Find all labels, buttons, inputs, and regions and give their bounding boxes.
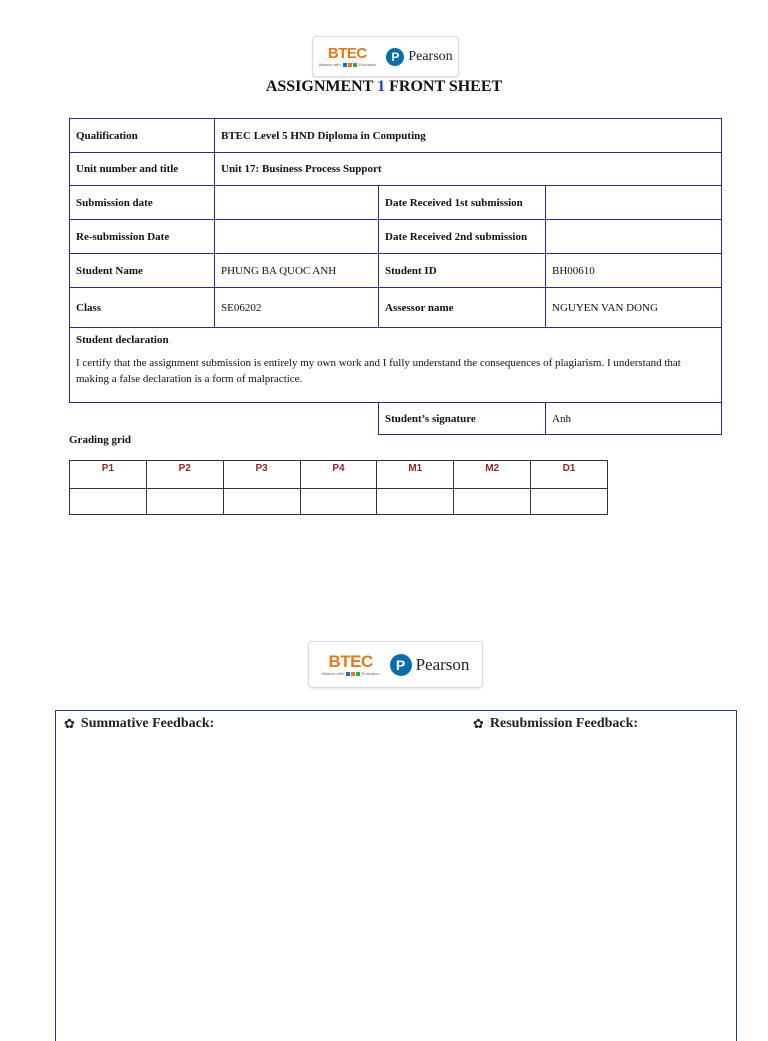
grading-grid [69, 460, 608, 515]
fpt-icon-2 [346, 672, 360, 676]
assignment-number: 1 [377, 78, 386, 95]
declaration-title: Student declaration [76, 334, 169, 346]
grade-header-d1: D1 [531, 461, 608, 489]
signature-label: Student’s signature [379, 403, 546, 435]
resubmission-date-value[interactable] [215, 220, 379, 254]
assessor-value: NGUYEN VAN DONG [546, 288, 722, 328]
submission-date-value[interactable] [215, 186, 379, 220]
btec-logo-sub-2: Alliance with Education [321, 671, 380, 676]
grade-cell-d1[interactable] [531, 489, 608, 515]
grade-header-p1: P1 [70, 461, 147, 489]
front-sheet-table [69, 118, 722, 435]
grade-cell-p2[interactable] [146, 489, 223, 515]
grade-header-p4: P4 [300, 461, 377, 489]
page-title: ASSIGNMENT 1 FRONT SHEET [265, 78, 503, 95]
pearson-icon: P [386, 48, 404, 66]
gear-icon: ✿ [473, 716, 484, 732]
btec-logo-text: BTEC [327, 45, 367, 62]
resubmission-date-label: Re-submission Date [70, 220, 215, 254]
grading-grid-label: Grading grid [69, 434, 132, 446]
logo-top [312, 36, 459, 77]
grade-cell-p1[interactable] [70, 489, 147, 515]
gear-icon: ✿ [64, 716, 75, 732]
resubmission-feedback-label: ✿ Resubmission Feedback: [473, 716, 639, 732]
btec-logo [318, 46, 376, 67]
pearson-logo-text: Pearson [408, 48, 453, 64]
received-2nd-value[interactable] [546, 220, 722, 254]
pearson-logo [386, 48, 452, 66]
grade-cell-p4[interactable] [300, 489, 377, 515]
unit-label: Unit number and title [70, 153, 215, 186]
grade-cell-m1[interactable] [377, 489, 454, 515]
class-value: SE06202 [215, 288, 379, 328]
qualification-value: BTEC Level 5 HND Diploma in Computing [215, 119, 722, 153]
btec-logo-sub: Alliance with Education [318, 62, 377, 67]
declaration-text: I certify that the assignment submission is entirely my own work and I fully understand the consequences of plagiarism. I understand that making a false declaration is a form of malpractice. [76, 357, 681, 385]
btec-logo-2 [322, 653, 380, 676]
signature-value: Anh [546, 403, 722, 435]
student-id-value: BH00610 [546, 254, 722, 288]
assessor-label: Assessor name [379, 288, 546, 328]
feedback-box[interactable] [55, 710, 737, 1041]
grade-header-p3: P3 [223, 461, 300, 489]
pearson-logo-text-2: Pearson [415, 654, 470, 674]
received-1st-value[interactable] [546, 186, 722, 220]
grade-header-m2: M2 [454, 461, 531, 489]
unit-value: Unit 17: Business Process Support [215, 153, 722, 186]
student-declaration [70, 328, 722, 403]
pearson-logo-2 [390, 654, 470, 676]
student-name-label: Student Name [70, 254, 215, 288]
summative-feedback-label: ✿ Summative Feedback: [64, 716, 215, 732]
grade-header-p2: P2 [146, 461, 223, 489]
class-label: Class [70, 288, 215, 328]
received-1st-label: Date Received 1st submission [379, 186, 546, 220]
btec-logo-text-2: BTEC [328, 652, 373, 671]
pearson-icon-2: P [390, 654, 412, 676]
received-2nd-label: Date Received 2nd submission [379, 220, 546, 254]
logo-second [308, 641, 483, 688]
submission-date-label: Submission date [70, 186, 215, 220]
grade-header-m1: M1 [377, 461, 454, 489]
grade-cell-m2[interactable] [454, 489, 531, 515]
qualification-label: Qualification [70, 119, 215, 153]
student-id-label: Student ID [379, 254, 546, 288]
grade-cell-p3[interactable] [223, 489, 300, 515]
fpt-icon [343, 63, 357, 67]
student-name-value: PHUNG BA QUOC ANH [215, 254, 379, 288]
